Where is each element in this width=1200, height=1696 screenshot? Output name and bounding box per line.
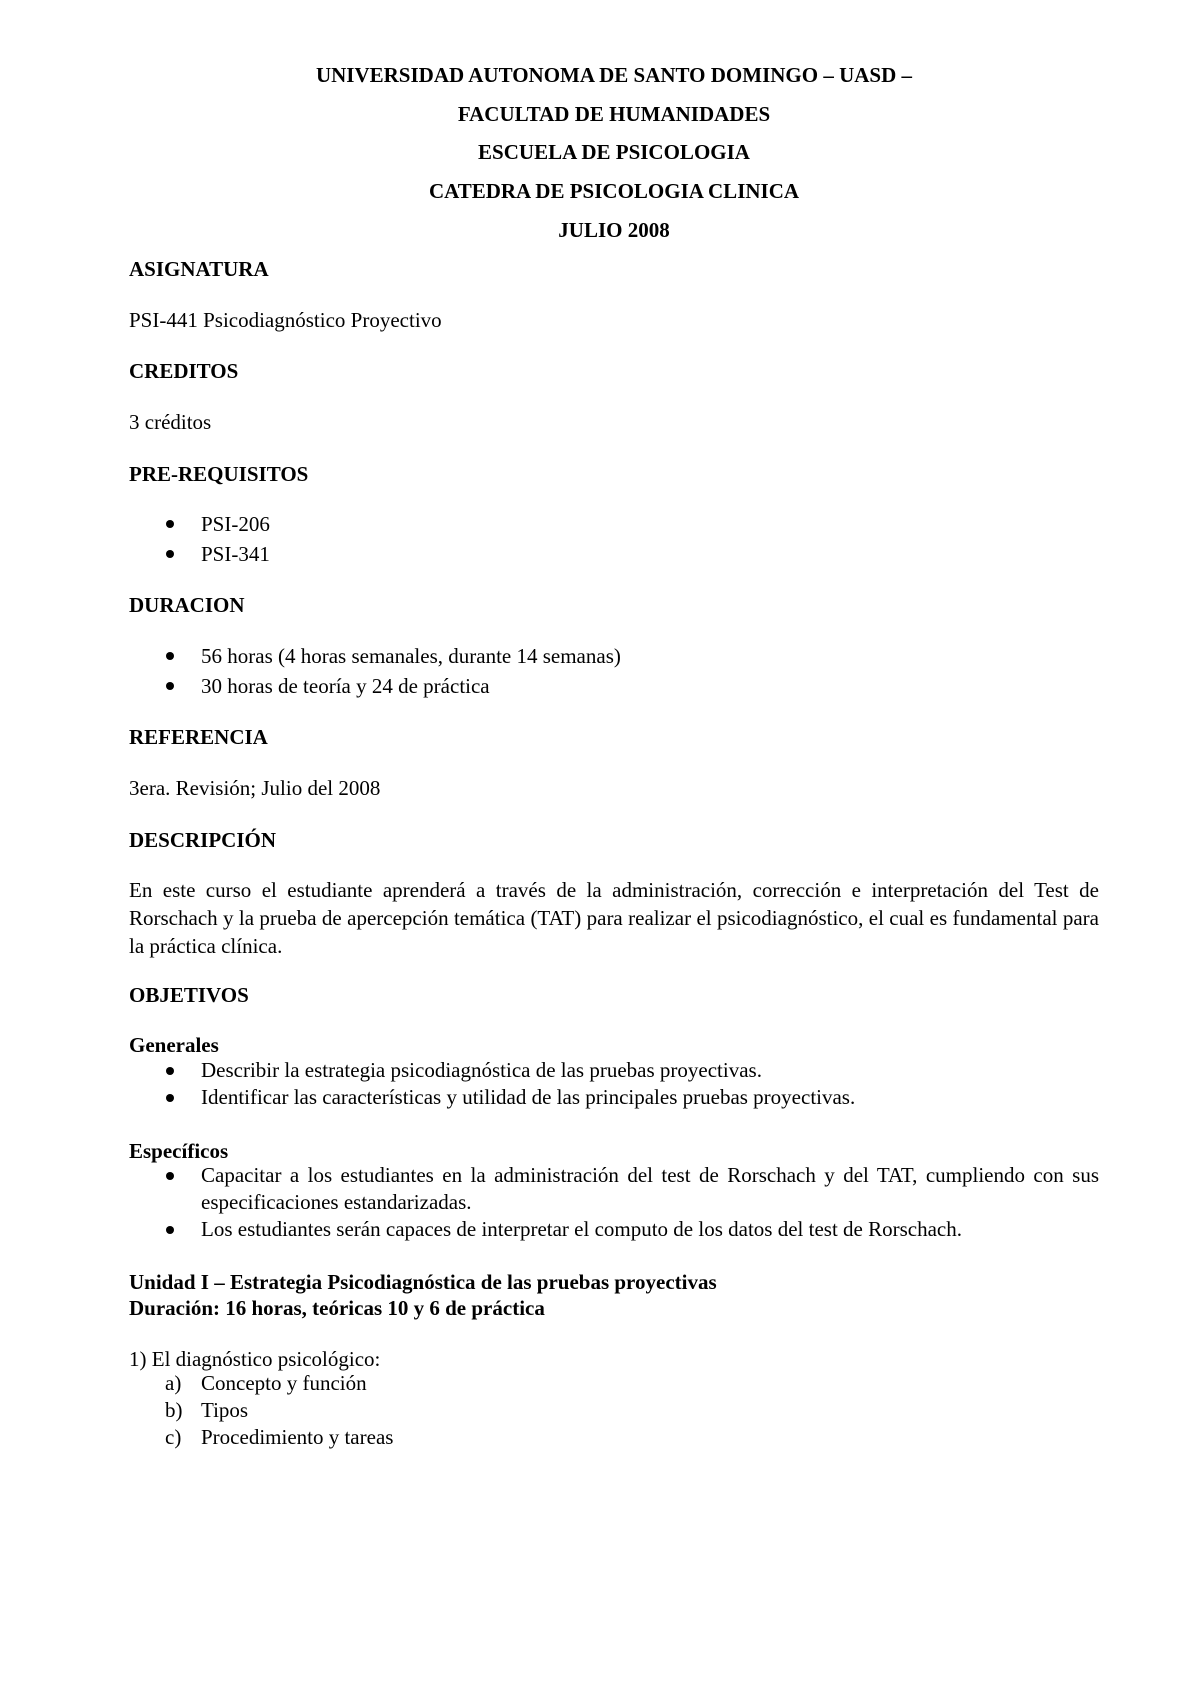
list-item: 30 horas de teoría y 24 de práctica xyxy=(129,671,1099,701)
generales-list xyxy=(129,1057,1099,1111)
list-item: a) Concepto y función xyxy=(165,1371,367,1395)
list-item: PSI-206 xyxy=(129,509,1099,539)
unidad1-item1-label: 1) El diagnóstico psicológico: xyxy=(129,1347,381,1371)
list-item: b) Tipos xyxy=(165,1398,249,1422)
creditos-heading: CREDITOS xyxy=(129,359,239,383)
especificos-heading: Específicos xyxy=(129,1139,229,1163)
list-item: 56 horas (4 horas semanales, durante 14 semanas) xyxy=(129,641,1099,671)
referencia-value: 3era. Revisión; Julio del 2008 xyxy=(129,776,381,800)
objetivos-heading: OBJETIVOS xyxy=(129,983,249,1007)
bullet-icon xyxy=(166,1067,174,1075)
list-item: c) Procedimiento y tareas xyxy=(165,1425,394,1449)
header-school: ESCUELA DE PSICOLOGIA xyxy=(478,140,750,164)
duracion-list xyxy=(129,641,1099,701)
especificos-list xyxy=(129,1162,1099,1243)
header-faculty: FACULTAD DE HUMANIDADES xyxy=(457,102,771,126)
header-chair: CATEDRA DE PSICOLOGIA CLINICA xyxy=(428,179,800,203)
bullet-icon xyxy=(166,520,174,528)
header-date: JULIO 2008 xyxy=(558,218,670,242)
creditos-value: 3 créditos xyxy=(129,410,212,434)
unidad1-item1-subitems xyxy=(129,1370,393,1451)
bullet-icon xyxy=(166,1226,174,1234)
list-item: Los estudiantes serán capaces de interpretar el computo de los datos del test de Rorschach. xyxy=(129,1216,1099,1243)
bullet-icon xyxy=(166,1172,174,1180)
list-item: PSI-341 xyxy=(129,539,1099,569)
asignatura-value: PSI-441 Psicodiagnóstico Proyectivo xyxy=(129,308,442,332)
prerequisitos-list xyxy=(129,509,1099,569)
list-item: Describir la estrategia psicodiagnóstica de las pruebas proyectivas. xyxy=(129,1057,1099,1084)
asignatura-heading: ASIGNATURA xyxy=(129,257,269,281)
bullet-icon xyxy=(166,652,174,660)
document-page xyxy=(129,0,1099,1696)
list-item: Identificar las características y utilidad de las principales pruebas proyectivas. xyxy=(129,1084,1099,1111)
header-university: UNIVERSIDAD AUTONOMA DE SANTO DOMINGO – UASD – xyxy=(315,63,913,87)
generales-heading: Generales xyxy=(129,1033,219,1057)
descripcion-heading: DESCRIPCIÓN xyxy=(129,828,277,852)
list-marker: a) xyxy=(165,1371,182,1395)
unidad1-duration: Duración: 16 horas, teóricas 10 y 6 de práctica xyxy=(129,1296,545,1320)
list-marker: b) xyxy=(165,1398,183,1422)
unidad1-title: Unidad I – Estrategia Psicodiagnóstica de las pruebas proyectivas xyxy=(129,1270,717,1294)
prerequisitos-heading: PRE-REQUISITOS xyxy=(129,462,309,486)
bullet-icon xyxy=(166,1094,174,1102)
list-item: Capacitar a los estudiantes en la administración del test de Rorschach y del TAT, cumpliendo con sus especificaciones estandarizadas. xyxy=(129,1162,1099,1216)
list-marker: c) xyxy=(165,1425,182,1449)
duracion-heading: DURACION xyxy=(129,593,245,617)
bullet-icon xyxy=(166,550,174,558)
bullet-icon xyxy=(166,682,174,690)
referencia-heading: REFERENCIA xyxy=(129,725,268,749)
descripcion-text: En este curso el estudiante aprenderá a través de la administración, corrección e interpretación del Test de Rorschach y la prueba de apercepción temática (TAT) para realizar el psicodiagnóstico, el cual es fundamental para la práctica clínica. xyxy=(129,878,1099,958)
